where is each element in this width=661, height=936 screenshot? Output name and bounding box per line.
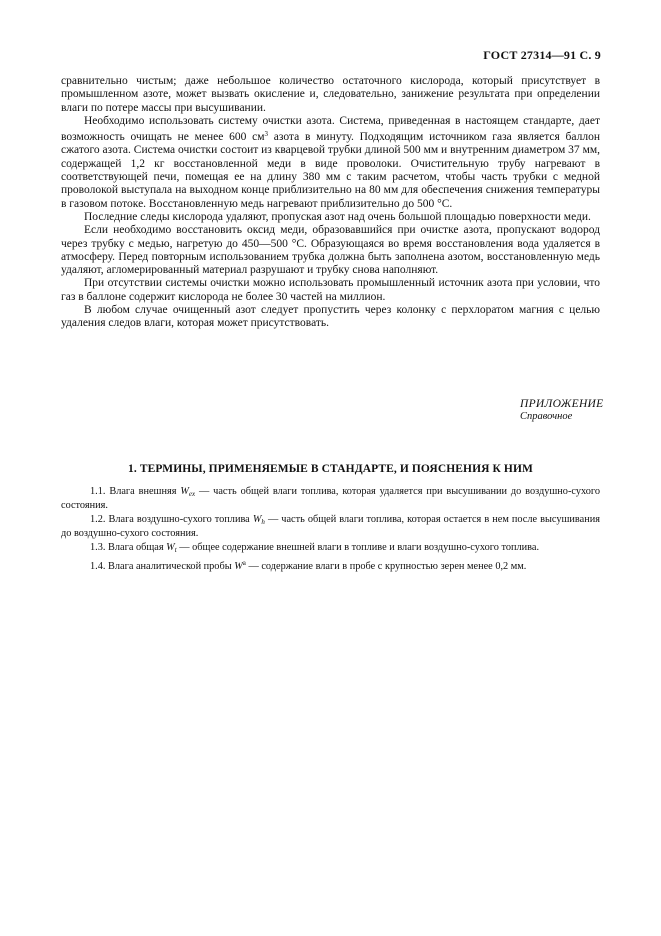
term-definition: — содержание влаги в пробе с крупностью зерен менее 0,2 мм.: [245, 561, 527, 573]
term-definition: — общее содержание внешней влаги в топливе и влаги воздушно-сухого топлива.: [176, 541, 540, 553]
term-symbol: W: [166, 541, 175, 553]
term-text: 1.4. Влага аналитической пробы: [90, 561, 235, 573]
term-text: 1.2. Влага воздушно-сухого топлива: [90, 513, 253, 525]
term-subscript: h: [261, 517, 265, 526]
term-symbol: W: [252, 513, 262, 525]
paragraph: Если необходимо восстановить оксид меди, образовавшийся при очистке азота, пропускают водород через трубку с медью, нагретую до 450—500 °С. Образующаяся во время восстановления вода удаляется в атмосферу. Перед повторным использованием трубка должна быть заполнена азотом, восстановленную медь удаляют, агломерированный материал разрушают и трубку снова наполняют.: [61, 224, 600, 277]
superscript-3: 3: [264, 130, 268, 139]
term-item: [61, 542, 600, 556]
term-item: [61, 514, 600, 541]
term-subscript: t: [174, 545, 177, 554]
paragraph-text: азота в минуту. Подходящим источником газа является баллон сжатого азота. Система очистки состоит из кварцевой трубки длиной 500 мм и внутренним диаметром 37 мм, содержащей 1,2 кг восстановленной меди в виде проволоки. Очистительную трубу нагревают в соответствующей печи, помещая ее на длину 380 мм с таким расчетом, чтобы часть трубки с медной проволокой выступала на выходном конце приблизительно на 80 мм для обеспечения снижения температуры в газовом потоке. Восстановленную медь нагревают приблизительно до 500 °С.: [61, 131, 600, 210]
term-definition: — часть общей влаги топлива, которая остается в нем после высушивания до воздушно-сухого состояния.: [61, 513, 600, 540]
term-item: [61, 557, 600, 573]
term-item: [61, 486, 600, 513]
term-symbol: W: [234, 561, 243, 573]
appendix-label: [520, 398, 620, 423]
term-definition: — часть общей влаги топлива, которая удаляется при высушивании до воздушно-сухого состояния.: [61, 486, 600, 512]
paragraph: В любом случае очищенный азот следует пропустить через колонку с перхлоратом магния с целью удаления следов влаги, которая может присутствовать.: [61, 304, 600, 330]
appendix-title: ПРИЛОЖЕНИЕ: [520, 398, 604, 410]
paragraph: При отсутствии системы очистки можно использовать промышленный источник азота при условии, что газ в баллоне содержит кислорода не более 30 частей на миллион.: [61, 277, 600, 303]
term-superscript: a: [242, 559, 246, 568]
term-text: 1.3. Влага общая: [90, 541, 167, 553]
term-text: 1.1. Влага внешняя: [90, 486, 181, 497]
appendix-subtitle: Справочное: [520, 411, 573, 422]
terms-list: [61, 486, 600, 574]
body-text: [61, 75, 600, 331]
term-subscript: ex: [188, 490, 196, 498]
page-header: ГОСТ 27314—91 С. 9: [483, 48, 601, 62]
paragraph: Последние следы кислорода удаляют, пропуская азот над очень большой площадью поверхности меди.: [84, 210, 591, 223]
paragraph: сравнительно чистым; даже небольшое количество остаточного кислорода, который присутствует в промышленном азоте, может вызвать окисление и, следовательно, занижение результата при определении влаги по потере массы при высушивании.: [61, 75, 600, 114]
paragraph: [61, 115, 600, 211]
paragraph-text: Необходимо использовать систему очистки азота. Система, приведенная в настоящем стандарте, дает возможность очищать не менее 600 см: [61, 114, 600, 144]
section-title: 1. ТЕРМИНЫ, ПРИМЕНЯЕМЫЕ В СТАНДАРТЕ, И ПОЯСНЕНИЯ К НИМ: [128, 463, 533, 475]
term-symbol: W: [180, 486, 189, 497]
